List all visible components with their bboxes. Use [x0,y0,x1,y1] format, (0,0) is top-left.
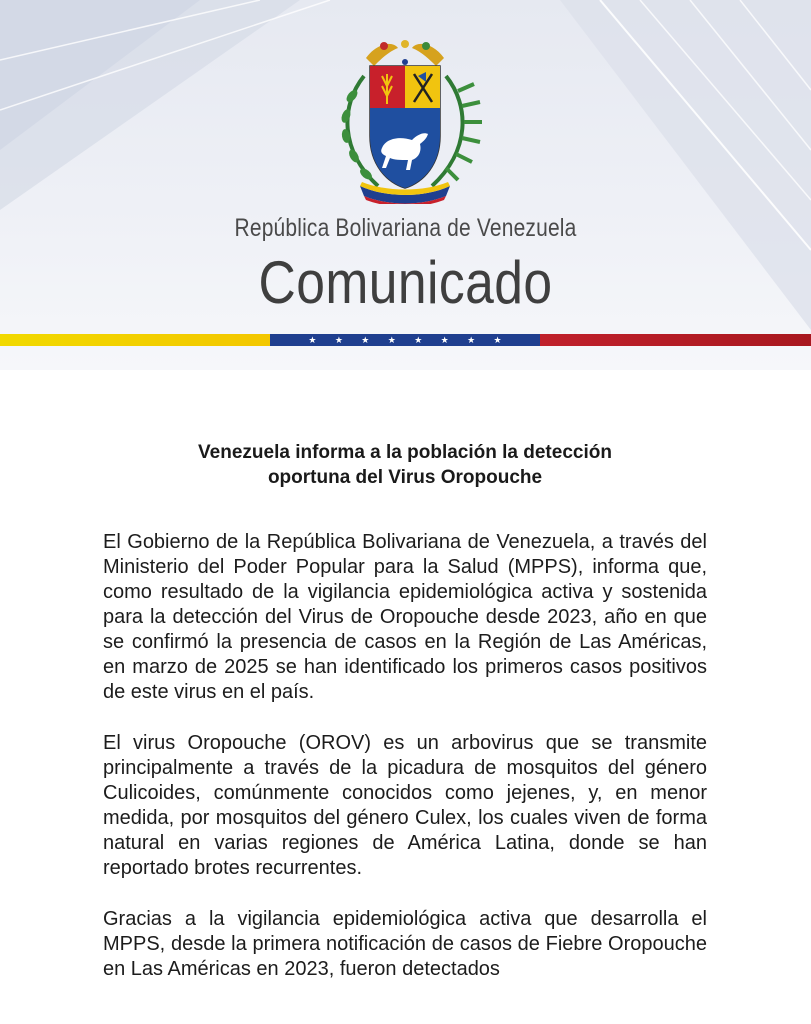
headline [103,440,707,490]
flag-stripe-blue [270,334,540,346]
paragraph-3: Gracias a la vigilancia epidemiológica activa que desarrolla el MPPS, desde la primera notificación de casos de Fiebre Oropouche en Las Américas en 2023, fueron detectados [103,908,707,980]
header [0,0,811,370]
flag-stripe-yellow [0,334,270,346]
star-icon: ★ [361,335,370,345]
paragraph-1: El Gobierno de la República Bolivariana de Venezuela, a través del Ministerio del Poder Popular para la Salud (MPPS), informa que, como resultado de la vigilancia epidemiológica activa y sostenida para la detección del Virus de Oropouche desde 2023, año en que se confirmó la presencia de casos en la Región de Las Américas, en marzo de 2025 se han identificado los primeros casos positivos de este virus en el país. [103,531,707,703]
headline-line-1: Venezuela informa a la población la detección [198,442,612,463]
star-icon: ★ [334,335,343,345]
star-icon: ★ [387,335,396,345]
coat-of-arms-icon [326,36,484,204]
flag-stripe [0,334,811,346]
document-body [103,440,707,1008]
headline-line-2: oportuna del Virus Oropouche [267,467,543,488]
star-icon: ★ [467,335,476,345]
star-icon: ★ [414,335,423,345]
star-icon: ★ [308,335,317,345]
star-icon: ★ [493,335,502,345]
star-icon: ★ [440,335,449,345]
flag-stripe-red [540,334,811,346]
paragraph-2: El virus Oropouche (OROV) es un arbovirus que se transmite principalmente a través de la picadura de mosquitos del género Culicoides, comúnmente conocidos como jejenes, y, en menor medida, por mosquitos del género Culex, los cuales viven de forma natural en varias regiones de América Latina, donde se han reportado brotes recurrentes. [103,732,707,879]
page-title: Comunicado [258,249,553,316]
country-name: República Bolivariana de Venezuela [234,214,577,242]
